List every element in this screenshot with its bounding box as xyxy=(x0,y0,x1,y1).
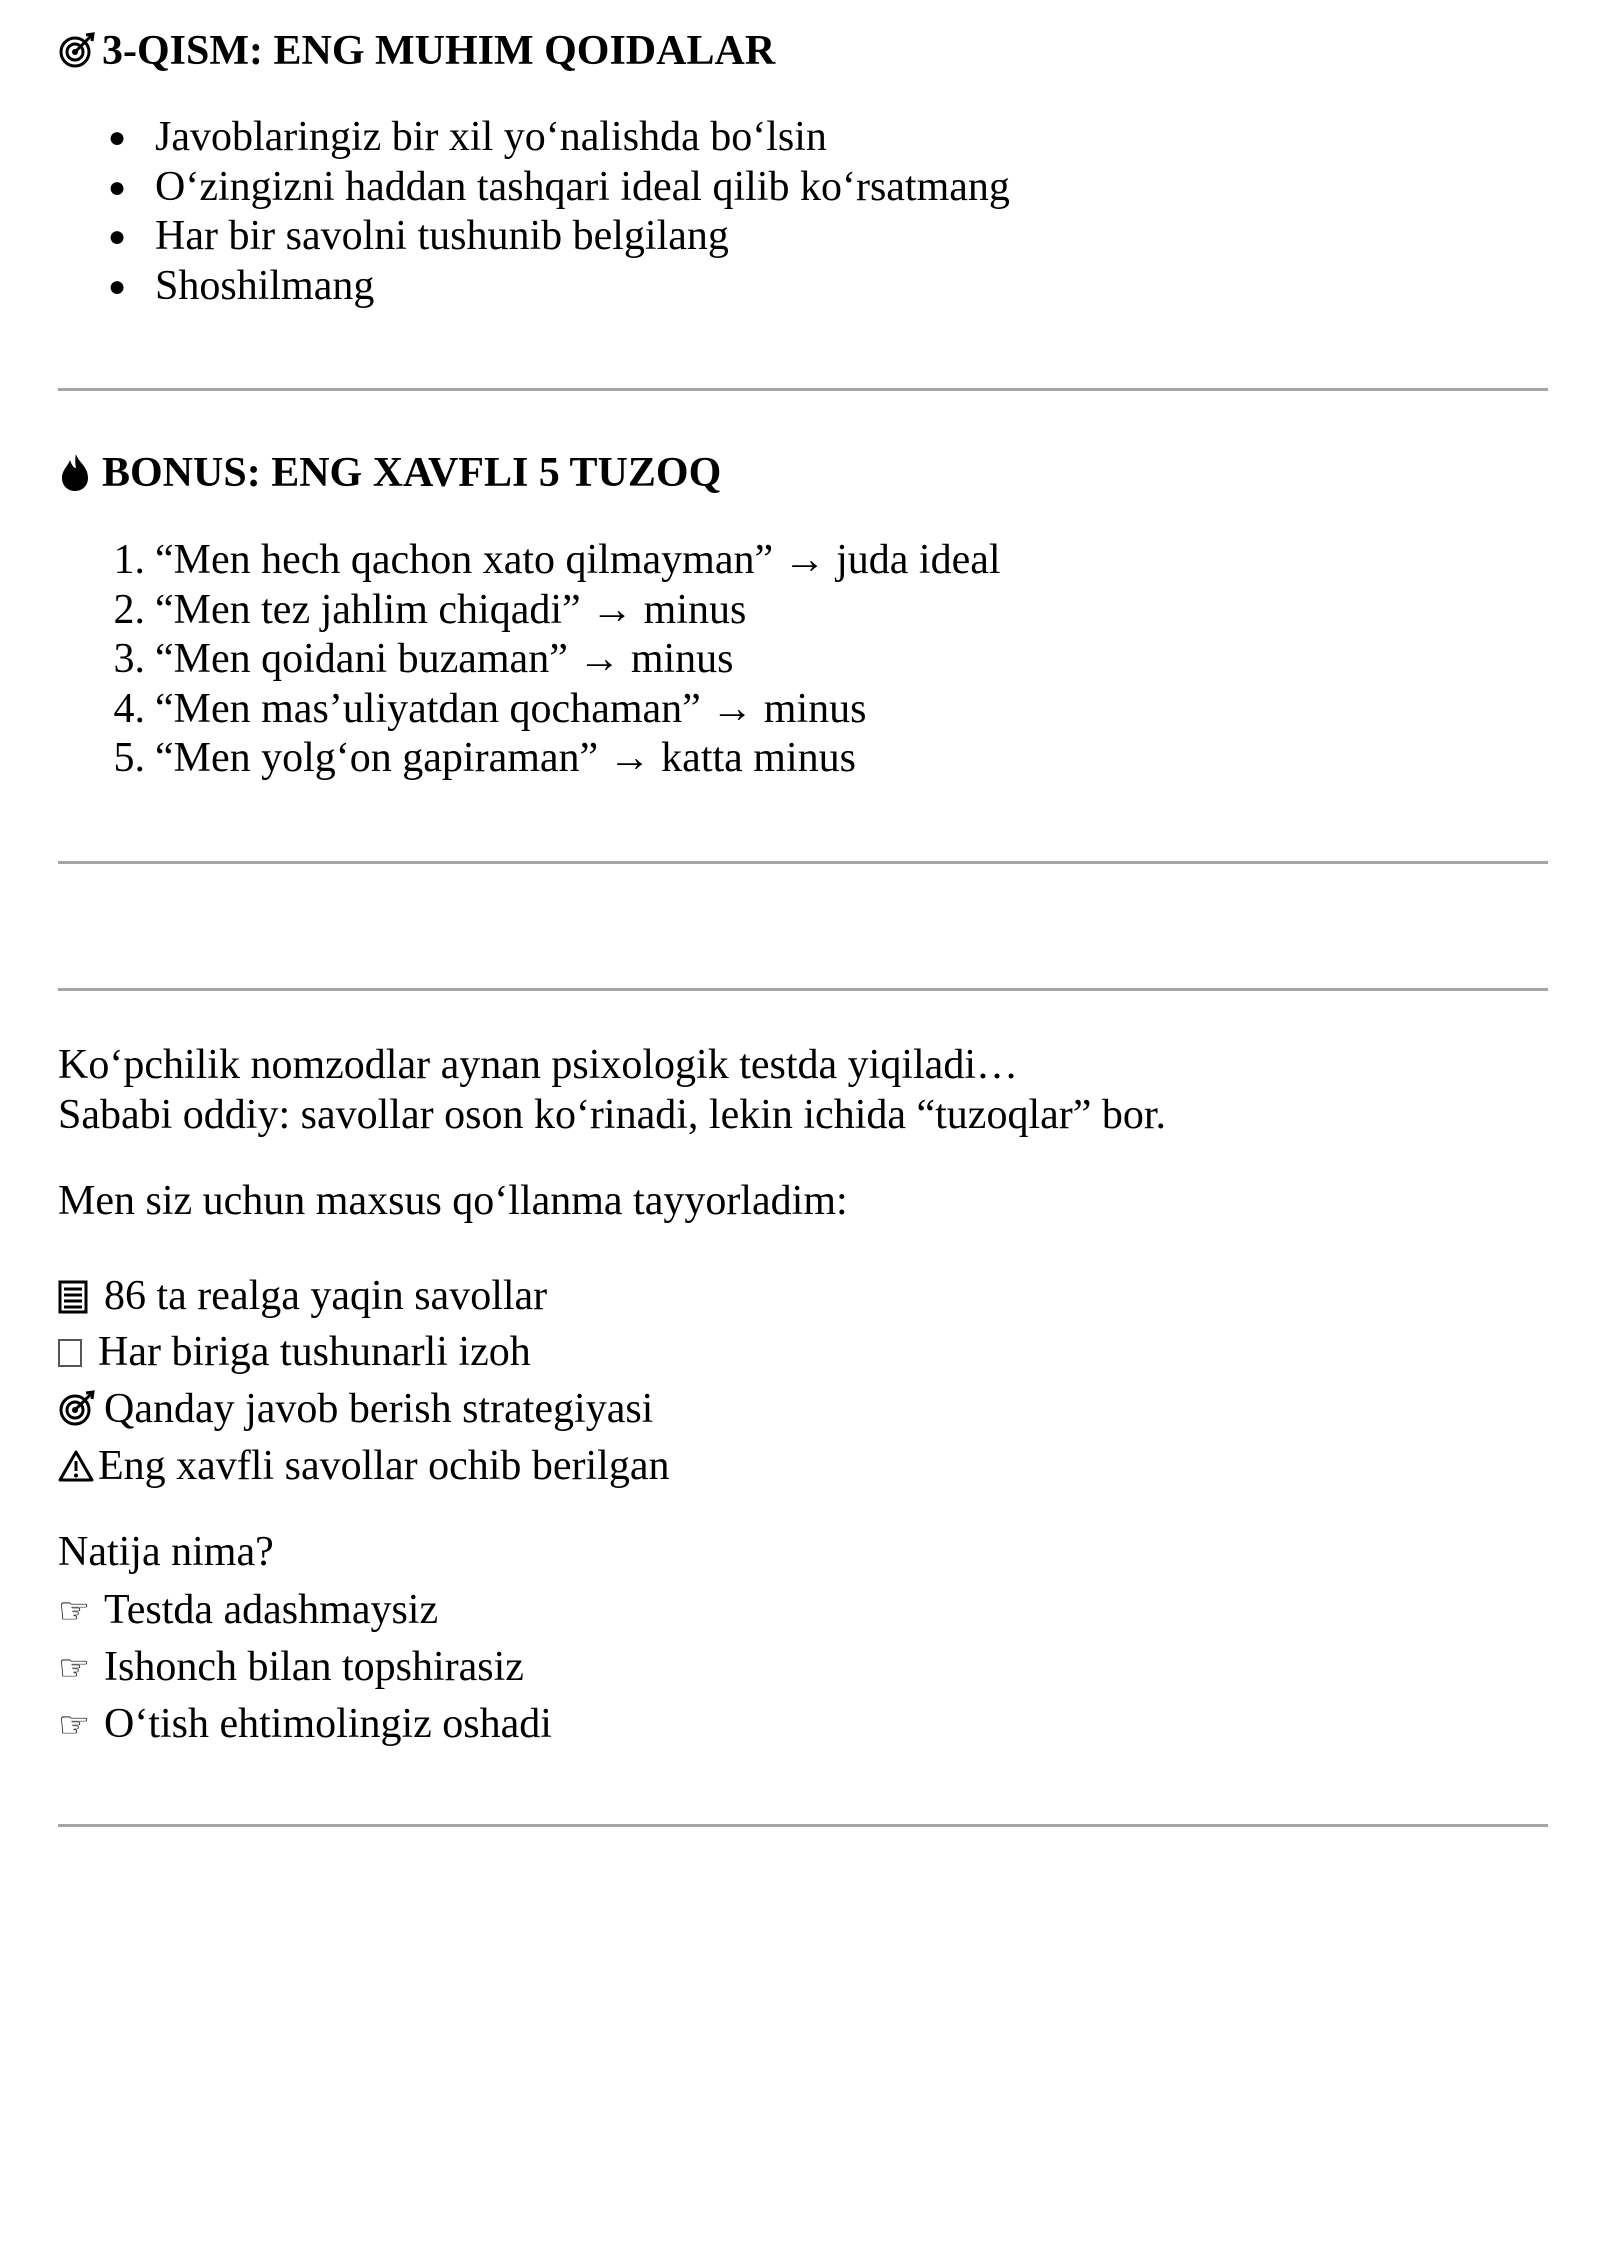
bullet-icon: ● xyxy=(108,121,127,154)
section-3-heading xyxy=(58,26,775,76)
bonus-title: BONUS: ENG XAVFLI 5 TUZOQ xyxy=(102,450,722,496)
document-icon xyxy=(58,1273,104,1323)
section-3-title: 3-QISM: ENG MUHIM QOIDALAR xyxy=(102,28,776,74)
bullet-icon: ● xyxy=(108,220,127,253)
rules-list xyxy=(108,113,1010,311)
divider xyxy=(58,388,1548,391)
pointing-hand-icon: ☞ xyxy=(58,1705,91,1746)
feature-row xyxy=(58,1327,531,1377)
divider xyxy=(58,861,1548,864)
pointing-hand-icon: ☞ xyxy=(58,1648,91,1689)
pointing-hand-icon: ☞ xyxy=(58,1591,91,1632)
intro-line-1: Ko‘pchilik nomzodlar aynan psixologik testda yiqiladi… xyxy=(58,1042,1018,1088)
list-item: 1. “Men hech qachon xato qilmayman” → juda ideal xyxy=(113,537,1001,583)
feature-row xyxy=(58,1384,653,1436)
result-text: Testda adashmaysiz xyxy=(104,1587,439,1633)
intro-line-3: Men siz uchun maxsus qo‘llanma tayyorladim: xyxy=(58,1178,848,1224)
list-item: ● Shoshilmang xyxy=(155,262,1010,312)
bullet-icon: ● xyxy=(108,170,127,204)
target-icon xyxy=(58,26,102,76)
target-icon xyxy=(58,1386,104,1436)
result-text: Ishonch bilan topshirasiz xyxy=(104,1644,524,1690)
bullet-icon: ● xyxy=(108,269,127,303)
feature-text: Eng xavfli savollar ochib berilgan xyxy=(98,1443,670,1489)
result-row xyxy=(58,1699,552,1751)
list-item: 5. “Men yolg‘on gapiraman” → katta minus xyxy=(113,735,856,781)
result-row xyxy=(58,1642,524,1694)
feature-row xyxy=(58,1441,670,1493)
result-text: O‘tish ehtimolingiz oshadi xyxy=(104,1701,552,1747)
list-item: ● Har bir savolni tushunib belgilang xyxy=(155,212,1010,262)
fire-icon xyxy=(58,448,102,498)
traps-list xyxy=(113,536,1001,784)
list-item: 3. “Men qoidani buzaman” → minus xyxy=(113,636,734,682)
divider xyxy=(58,988,1548,991)
bonus-heading xyxy=(58,448,721,498)
feature-row xyxy=(58,1271,547,1323)
intro-line-2: Sababi oddiy: savollar oson ko‘rinadi, lekin ichida “tuzoqlar” bor. xyxy=(58,1092,1167,1138)
missing-glyph-box-icon xyxy=(58,1339,82,1367)
result-question: Natija nima? xyxy=(58,1529,274,1575)
list-item: ● Javoblaringiz bir xil yo‘nalishda bo‘lsin xyxy=(155,113,1010,163)
divider xyxy=(58,1824,1548,1827)
result-row xyxy=(58,1585,438,1637)
list-item: ● O‘zingizni haddan tashqari ideal qilib ko‘rsatmang xyxy=(155,163,1010,213)
list-item: 4. “Men mas’uliyatdan qochaman” → minus xyxy=(113,685,867,732)
list-item: 2. “Men tez jahlim chiqadi” → minus xyxy=(113,586,747,633)
feature-text: 86 ta realga yaqin savollar xyxy=(104,1273,548,1319)
feature-text: Har biriga tushunarli izoh xyxy=(98,1329,531,1375)
warning-icon xyxy=(58,1443,98,1493)
feature-text: Qanday javob berish strategiyasi xyxy=(104,1386,654,1432)
